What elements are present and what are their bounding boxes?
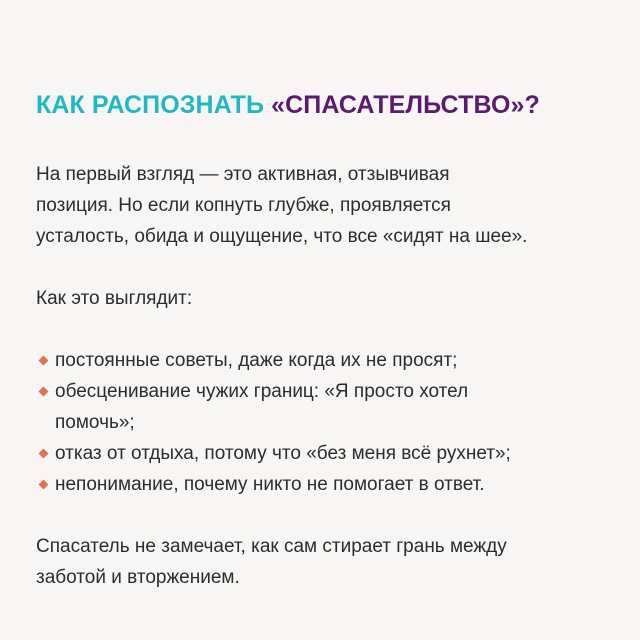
intro-paragraph (36, 159, 600, 252)
diamond-bullet-icon (39, 449, 49, 459)
intro-line-2: позиция. Но если копнуть глубже, проявляется (36, 195, 451, 216)
bullet-line: постоянные советы, даже когда их не просят; (55, 350, 458, 371)
outro-paragraph (36, 531, 600, 593)
bullet-line: непонимание, почему никто не помогает в ответ. (55, 474, 485, 495)
bullet-text (55, 345, 457, 376)
diamond-bullet-icon (39, 387, 49, 397)
headline-part-1: КАК РАСПОЗНАТЬ (36, 91, 272, 119)
intro-line-3: усталость, обида и ощущение, что все «сидят на шее». (36, 226, 528, 247)
diamond-bullet-icon (39, 480, 49, 490)
bullet-text (55, 438, 511, 469)
bullet-line: обесценивание чужих границ: «Я просто хотел (55, 381, 469, 402)
bullet-text (55, 376, 468, 438)
headline-part-2: «СПАСАТЕЛЬСТВО»? (271, 91, 540, 119)
list-item (36, 345, 600, 376)
bullet-line: отказ от отдыха, потому что «без меня всё рухнет»; (55, 443, 511, 464)
intro-line-1: На первый взгляд — это активная, отзывчивая (36, 164, 450, 185)
headline (36, 88, 600, 122)
bullet-text (55, 469, 485, 500)
outro-line-1: Спасатель не замечает, как сам стирает грань между (36, 536, 507, 557)
bullet-line: помочь»; (55, 412, 135, 433)
list-item (36, 469, 600, 500)
list-item (36, 438, 600, 469)
diamond-bullet-icon (39, 356, 49, 366)
lead-text: Как это выглядит: (36, 288, 193, 309)
list-item (36, 376, 600, 438)
bullet-list (36, 345, 600, 500)
outro-line-2: заботой и вторжением. (36, 567, 240, 588)
